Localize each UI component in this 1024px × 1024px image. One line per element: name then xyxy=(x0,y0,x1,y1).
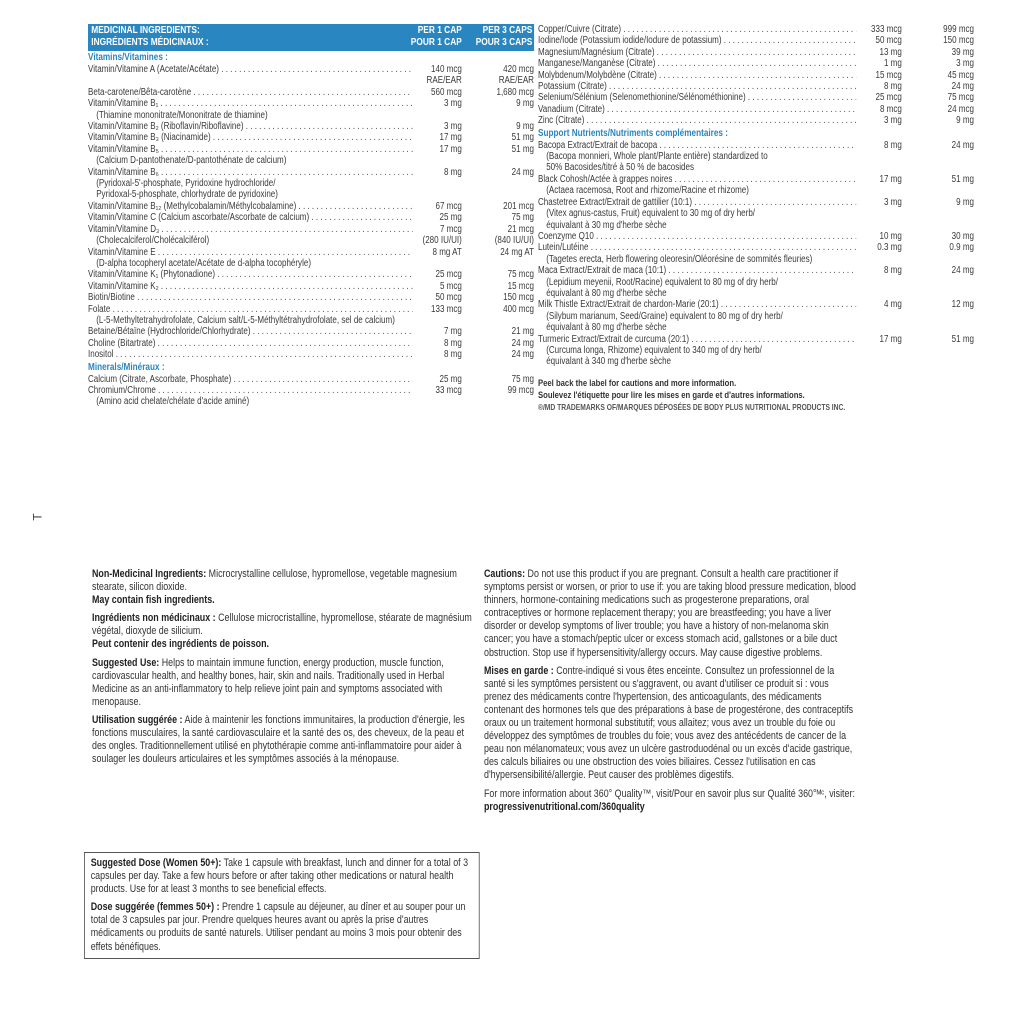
amount-per-1-cap: 3 mg xyxy=(883,196,902,208)
suggested-use-en-label: Suggested Use: xyxy=(92,656,160,669)
amount-per-3-caps: 51 mg xyxy=(511,132,534,144)
ingredient-source-note: 50% Bacosides/titré à 50 % de bacosides xyxy=(546,162,695,174)
ingredients-table-left xyxy=(88,24,534,408)
ingredients-table-right xyxy=(538,24,974,414)
ingredient-row xyxy=(88,132,534,143)
ingredient-row xyxy=(88,75,534,86)
ingredient-name: Milk Thistle Extract/Extrait de chardon-Marie (20:1) . . . xyxy=(538,299,856,310)
ingredient-row xyxy=(538,140,974,151)
ingredient-row xyxy=(88,385,534,396)
amount-per-3-caps: 150 mcg xyxy=(503,292,534,304)
ingredient-name: Manganese/Manganèse (Citrate) . . . xyxy=(538,58,856,69)
amount-per-1-cap: 25 mcg xyxy=(875,92,902,104)
dose-en xyxy=(91,857,473,896)
ingredient-source-note: (Amino acid chelate/chélate d'acide aminé) xyxy=(96,396,250,408)
suggested-use-fr-text: Aide à maintenir les fonctions immunitaires, la production d'énergie, les fonctions musculaires, la santé cardiovasculaire et la santé des os, des cheveux, de la peau et des ongles. Traditionnellement utilisé en phytothérapie comme anti-inflammatoire pour aider à soulager les douleurs articulaires et les symptômes associés à la ménopause. xyxy=(92,713,465,766)
header-ingredients-en: MEDICINAL INGREDIENTS: xyxy=(91,25,200,36)
ingredient-row xyxy=(88,292,534,303)
amount-per-3-caps: 9 mg xyxy=(956,196,974,208)
ingredient-source-note: équivalant à 340 mg d'herbe sèche xyxy=(546,356,672,368)
suggested-use-fr-label: Utilisation suggérée : xyxy=(92,713,183,726)
amount-per-3-caps: 21 mcg xyxy=(507,223,534,235)
ingredient-source-note: (L-5-Methyltetrahydrofolate, Calcium salt/L-5-Méthyltétrahydrofolate, sel de calcium) xyxy=(96,314,395,326)
ingredient-row xyxy=(88,87,534,98)
ingredient-source-note: équivalant à 30 mg d'herbe sèche xyxy=(546,219,667,231)
cautions-fr xyxy=(484,665,856,783)
cautions-fr-label: Mises en garde : xyxy=(484,664,554,677)
amount-per-3-caps: 9 mg xyxy=(516,121,534,133)
amount-per-3-caps: 24 mg xyxy=(511,166,534,178)
ingredient-row xyxy=(88,338,534,349)
peel-note-en: Peel back the label for cautions and more information. xyxy=(538,376,737,388)
ingredient-row xyxy=(538,174,974,185)
ingredient-name: Vitamin/Vitamine A (Acetate/Acétate) . . . xyxy=(88,64,413,75)
header-per3-fr: POUR 3 CAPS xyxy=(475,37,533,48)
amount-per-1-cap: 13 mg xyxy=(879,46,902,58)
ingredient-row xyxy=(538,47,974,58)
cautions-en-label: Cautions: xyxy=(484,568,526,580)
ingredient-row xyxy=(88,121,534,132)
amount-per-3-caps: 0.9 mg xyxy=(949,242,974,254)
amount-per-1-cap: 560 mcg xyxy=(431,86,462,98)
ingredient-row xyxy=(538,231,974,242)
amount-per-3-caps: 3 mg xyxy=(956,58,974,70)
amount-per-1-cap: 15 mcg xyxy=(875,69,902,81)
side-mark: T xyxy=(30,513,45,521)
amount-per-3-caps: 75 mcg xyxy=(507,269,534,281)
amount-per-3-caps: 9 mg xyxy=(516,98,534,110)
ingredient-name: Bacopa Extract/Extrait de bacopa . . . xyxy=(538,140,856,151)
ingredient-name: Black Cohosh/Actée à grappes noires . . . xyxy=(538,174,856,185)
amount-per-1-cap: 50 mcg xyxy=(435,292,462,304)
ingredient-name xyxy=(88,75,413,86)
ingredient-row xyxy=(88,167,534,178)
ingredient-source-note: (Bacopa monnieri, Whole plant/Plante entière) standardized to xyxy=(546,151,768,163)
amount-per-3-caps: 51 mg xyxy=(511,143,534,155)
ingredient-row xyxy=(88,235,534,246)
ingredient-row xyxy=(88,64,534,75)
ingredient-source-note: (Pyridoxal-5'-phosphate, Pyridoxine hydrochloride/ xyxy=(96,178,276,190)
header-per1-en: PER 1 CAP xyxy=(417,25,462,36)
quality-url: progressivenutritional.com/360quality xyxy=(484,800,645,813)
amount-per-1-cap: 67 mcg xyxy=(435,200,462,212)
non-medicinal-en-label: Non-Medicinal Ingredients: xyxy=(92,568,207,580)
dose-en-text: Take 1 capsule with breakfast, lunch and dinner for a total of 3 capsules per day. Take a few hours before or after taking other medications or natural health products. Use for at least 3 months to see beneficial effects. xyxy=(90,857,469,896)
ingredient-name: Potassium (Citrate) . . . xyxy=(538,81,856,92)
non-medicinal-fr-text: Cellulose microcristalline, hypromellose, stéarate de magnésium végétal, dioxyde de silicium. xyxy=(92,612,472,638)
amount-per-1-cap: 25 mcg xyxy=(435,269,462,281)
ingredient-row xyxy=(88,144,534,155)
amount-per-1-cap: 1 mg xyxy=(883,58,902,70)
ingredient-row xyxy=(88,212,534,223)
ingredient-name: Inositol . . . xyxy=(88,349,413,360)
ingredient-name: Calcium (Citrate, Ascorbate, Phosphate) . . . xyxy=(88,374,413,385)
amount-per-1-cap: 140 mcg xyxy=(431,64,462,75)
ingredient-source-note: (Curcuma longa, Rhizome) equivalent to 340 mg of dry herb/ xyxy=(546,344,762,356)
header-ingredients-fr: INGRÉDIENTS MÉDICINAUX : xyxy=(91,37,209,48)
ingredient-name: Vitamin/Vitamine K₁ (Phytonadione) . . . xyxy=(88,269,413,280)
amount-per-3-caps: RAE/EAR xyxy=(498,75,534,87)
ingredient-row xyxy=(538,58,974,69)
ingredient-row xyxy=(538,70,974,81)
ingredient-name: Molybdenum/Molybdène (Citrate) . . . xyxy=(538,70,856,81)
amount-per-3-caps: 24 mcg xyxy=(947,103,974,115)
amount-per-3-caps: 9 mg xyxy=(956,115,974,127)
amount-per-3-caps: 12 mg xyxy=(951,299,974,311)
ingredient-name: Betaine/Bétaïne (Hydrochloride/Chlorhydrate) . . . xyxy=(88,326,413,337)
ingredient-name: Copper/Cuivre (Citrate) . . . xyxy=(538,24,856,35)
amount-per-3-caps: 30 mg xyxy=(951,230,974,242)
amount-per-1-cap: 8 mg AT xyxy=(432,246,462,258)
ingredient-name: Vitamin/Vitamine B₁₂ (Methylcobalamin/Méthylcobalamine) . . . xyxy=(88,201,413,212)
amount-per-3-caps: 51 mg xyxy=(951,173,974,185)
amount-per-3-caps: 24 mg xyxy=(951,265,974,277)
ingredient-name: Vitamin/Vitamine K₂ . . . xyxy=(88,281,413,292)
ingredient-name: Vanadium (Citrate) . . . xyxy=(538,104,856,115)
ingredient-row xyxy=(88,201,534,212)
non-medicinal-en-text: Microcrystalline cellulose, hypromellose, vegetable magnesium stearate, silicon dioxide. xyxy=(92,568,457,594)
ingredient-row xyxy=(88,349,534,360)
amount-per-1-cap: 7 mg xyxy=(443,326,462,338)
ingredient-name: Vitamin/Vitamine B₆ . . . xyxy=(88,167,413,178)
ingredient-row xyxy=(88,247,534,258)
cautions-en-text: Do not use this product if you are pregnant. Consult a health care practitioner if symptoms persist or worsen, or prior to use if: you are taking blood pressure medication, blood thinners, hormone-containing medications such as progesterone preparations, oral contraceptives or hormone replacement therapy; you are breastfeeding; you have a liver disorder or develop symptoms of liver trouble; you have a history of non-melanoma skin cancer; you have a stomach/peptic ulcer or excess stomach acid, gallstones or a bile duct obstruction. Stop use if hypersensitivity/allergy occurs. May cause digestive problems. xyxy=(484,568,856,659)
ingredient-source-note: (Tagetes erecta, Herb flowering oleoresin/Oléorésine de sommités fleuries) xyxy=(546,253,813,265)
dose-fr xyxy=(91,901,473,953)
amount-per-1-cap: (280 IU/UI) xyxy=(422,235,462,247)
ingredient-name: Maca Extract/Extrait de maca (10:1) . . . xyxy=(538,265,856,276)
amount-per-1-cap: 8 mg xyxy=(883,265,902,277)
ingredient-name: Vitamin/Vitamine E . . . xyxy=(88,247,413,258)
minerals-list-right xyxy=(538,24,974,127)
ingredient-name: Vitamin/Vitamine B₅ . . . xyxy=(88,144,413,155)
amount-per-1-cap: 333 mcg xyxy=(871,24,902,35)
amount-per-1-cap: 33 mcg xyxy=(435,384,462,396)
ingredient-name: Zinc (Citrate) . . . xyxy=(538,115,856,126)
amount-per-1-cap: 3 mg xyxy=(443,98,462,110)
ingredient-name: Vitamin/Vitamine D₃ . . . xyxy=(88,224,413,235)
ingredient-row xyxy=(88,98,534,109)
amount-per-3-caps: 150 mcg xyxy=(943,35,974,47)
ingredient-row xyxy=(88,281,534,292)
ingredient-source-note: (Thiamine mononitrate/Mononitrate de thiamine) xyxy=(96,109,268,121)
ingredient-source-note: (D-alpha tocopheryl acetate/Acétate de d-alpha tocophéryle) xyxy=(96,257,312,269)
vitamins-heading: Vitamins/Vitamines : xyxy=(88,52,168,63)
amount-per-3-caps: 15 mcg xyxy=(507,280,534,292)
support-list xyxy=(538,140,974,368)
vitamins-list xyxy=(88,64,534,361)
ingredient-name: Vitamin/Vitamine C (Calcium ascorbate/Ascorbate de calcium) . . . xyxy=(88,212,413,223)
suggested-use-fr xyxy=(92,714,477,766)
minerals-list-left xyxy=(88,374,534,408)
ingredient-row xyxy=(538,81,974,92)
amount-per-1-cap: 8 mg xyxy=(883,139,902,151)
amount-per-3-caps: 1,680 mcg xyxy=(496,86,534,98)
dose-fr-text: Prendre 1 capsule au déjeuner, au dîner et au souper pour un total de 3 capsules par jour. Prendre quelques heures avant ou après la prise d'autres médicaments ou produits de santé naturels. Utiliser pendant au moins 3 mois pour obtenir des effets bénéfiques. xyxy=(90,901,466,953)
ingredient-name: (Cholecalciferol/Cholécalciférol) xyxy=(96,235,210,247)
ingredient-row xyxy=(88,326,534,337)
amount-per-1-cap: 50 mcg xyxy=(875,35,902,47)
amount-per-1-cap: 17 mg xyxy=(439,132,462,144)
ingredient-source-note: (Silybum marianum, Seed/Graine) equivalent to 80 mg of dry herb/ xyxy=(546,310,783,322)
ingredient-name: Biotin/Biotine . . . xyxy=(88,292,413,303)
right-text-block xyxy=(484,568,856,819)
trademark-note: ®/MD TRADEMARKS OF/MARQUES DÉPOSÉES DE BODY PLUS NUTRITIONAL PRODUCTS INC. xyxy=(538,402,846,412)
amount-per-3-caps: 75 mg xyxy=(511,212,534,224)
amount-per-3-caps: 201 mcg xyxy=(503,200,534,212)
amount-per-3-caps: 24 mg AT xyxy=(500,246,534,258)
support-heading: Support Nutrients/Nutriments complémentaires : xyxy=(538,127,728,139)
ingredient-row xyxy=(538,197,974,208)
amount-per-1-cap: 8 mg xyxy=(443,349,462,361)
header-per1-fr: POUR 1 CAP xyxy=(410,37,462,48)
fish-warning-en: May contain fish ingredients. xyxy=(92,594,215,607)
ingredient-source-note: Pyridoxal-5-phosphate, chlorhydrate de pyridoxine) xyxy=(96,189,278,201)
amount-per-1-cap: 25 mg xyxy=(439,212,462,224)
amount-per-1-cap: 17 mg xyxy=(439,143,462,155)
ingredient-row xyxy=(88,224,534,235)
ingredient-name: Turmeric Extract/Extrait de curcuma (20:1) . . . xyxy=(538,334,856,345)
ingredient-name: Beta-carotene/Bêta-carotène . . . xyxy=(88,87,413,98)
ingredient-row xyxy=(538,92,974,103)
ingredient-row xyxy=(538,265,974,276)
ingredient-source-note: (Lepidium meyenii, Root/Racine) equivalent to 80 mg of dry herb/ xyxy=(546,276,778,288)
header-per3-en: PER 3 CAPS xyxy=(482,25,533,36)
amount-per-1-cap: RAE/EAR xyxy=(426,75,462,87)
ingredient-source-note: (Vitex agnus-castus, Fruit) equivalent to 30 mg of dry herb/ xyxy=(546,208,756,220)
ingredient-name: Choline (Bitartrate) . . . xyxy=(88,338,413,349)
ingredient-name: Vitamin/Vitamine B₁ . . . xyxy=(88,98,413,109)
amount-per-1-cap: 8 mg xyxy=(443,166,462,178)
amount-per-1-cap: 8 mg xyxy=(443,337,462,349)
amount-per-3-caps: 24 mg xyxy=(511,349,534,361)
amount-per-3-caps: 24 mg xyxy=(951,139,974,151)
amount-per-1-cap: 17 mg xyxy=(879,333,902,345)
fish-warning-fr: Peut contenir des ingrédients de poisson. xyxy=(92,638,270,651)
ingredient-source-note: (Calcium D-pantothenate/D-pantothénate de calcium) xyxy=(96,155,287,167)
peel-note-fr: Soulevez l'étiquette pour lire les mises en garde et d'autres informations. xyxy=(538,388,805,400)
non-medicinal-en xyxy=(92,568,477,607)
amount-per-3-caps: 39 mg xyxy=(951,46,974,58)
amount-per-3-caps: 21 mg xyxy=(511,326,534,338)
quality-info xyxy=(484,788,856,814)
amount-per-3-caps: 75 mg xyxy=(511,373,534,385)
cautions-fr-text: Contre-indiqué si vous êtes enceinte. Consultez un professionnel de la santé si les symptômes persistent ou s'aggravent, ou avant d'utiliser ce produit si : vous prenez des médicaments contre l'hypertension, des anticoagulants, des médicaments contenant des hormones tels que des préparations à base de progestérone, des contraceptifs oraux ou un traitement hormonal substitutif; vous allaitez; vous avez un trouble du foie ou développez des symptômes de troubles du foie; vous avez des antécédents de cancer de la peau non mélanomateux; vous avez un ulcère gastroduodénal ou un excès d'acide gastrique, des calculs biliaires ou une obstruction des voies biliaires. Cessez l'utilisation en cas d'hypersensibilité/allergie. Peut causer des problèmes digestifs. xyxy=(484,664,854,782)
ingredient-source-note: (Actaea racemosa, Root and rhizome/Racine et rhizome) xyxy=(546,185,749,197)
ingredient-row xyxy=(538,24,974,35)
cautions-en xyxy=(484,568,856,660)
amount-per-3-caps: 420 mcg xyxy=(503,64,534,75)
dose-box xyxy=(84,852,479,959)
suggested-use-en xyxy=(92,657,477,709)
amount-per-1-cap: 4 mg xyxy=(883,299,902,311)
ingredient-name: Magnesium/Magnésium (Citrate) . . . xyxy=(538,47,856,58)
amount-per-3-caps: 999 mcg xyxy=(943,24,974,35)
amount-per-1-cap: 5 mcg xyxy=(439,280,462,292)
amount-per-3-caps: 24 mg xyxy=(511,337,534,349)
left-text-block xyxy=(92,568,477,771)
amount-per-3-caps: (840 IU/UI) xyxy=(494,235,534,247)
amount-per-1-cap: 3 mg xyxy=(443,121,462,133)
amount-per-1-cap: 17 mg xyxy=(879,173,902,185)
dose-en-label: Suggested Dose (Women 50+): xyxy=(90,857,222,869)
ingredient-row xyxy=(538,115,974,126)
amount-per-1-cap: 0.3 mg xyxy=(877,242,902,254)
amount-per-1-cap: 133 mcg xyxy=(431,303,462,315)
ingredient-name: Iodine/Iode (Potassium iodide/Iodure de potassium) . . . xyxy=(538,35,856,46)
suggested-use-en-text: Helps to maintain immune function, energy production, muscle function, cardiovascular health, and healthy bones, hair, skin and nails. Traditionally used in Herbal Medicine as an anti-inflammatory to help relieve joint pain and symptoms associated with menopause. xyxy=(92,656,445,708)
ingredient-name: Vitamin/Vitamine B₂ (Riboflavin/Riboflavine) . . . xyxy=(88,121,413,132)
amount-per-1-cap: 25 mg xyxy=(439,373,462,385)
amount-per-3-caps: 99 mcg xyxy=(507,384,534,396)
ingredient-source-note: équivalant à 80 mg d'herbe sèche xyxy=(546,322,667,334)
ingredient-row xyxy=(538,299,974,310)
non-medicinal-fr xyxy=(92,612,477,651)
ingredient-name: Coenzyme Q10 . . . xyxy=(538,231,856,242)
ingredient-source-note: équivalant à 80 mg d'herbe sèche xyxy=(546,287,667,299)
ingredient-name: Vitamin/Vitamine B₃ (Niacinamide) . . . xyxy=(88,132,413,143)
amount-per-1-cap: 8 mg xyxy=(883,81,902,93)
amount-per-3-caps: 75 mcg xyxy=(947,92,974,104)
ingredient-name: Chromium/Chrome . . . xyxy=(88,385,413,396)
non-medicinal-fr-label: Ingrédients non médicinaux : xyxy=(92,612,216,625)
amount-per-3-caps: 24 mg xyxy=(951,81,974,93)
amount-per-1-cap: 7 mcg xyxy=(439,223,462,235)
minerals-heading: Minerals/Minéraux : xyxy=(88,361,165,373)
amount-per-3-caps: 51 mg xyxy=(951,333,974,345)
ingredient-row xyxy=(88,374,534,385)
ingredient-row xyxy=(88,269,534,280)
amount-per-1-cap: 3 mg xyxy=(883,115,902,127)
amount-per-3-caps: 400 mcg xyxy=(503,303,534,315)
ingredient-row xyxy=(538,104,974,115)
ingredient-name: Lutein/Lutéine . . . xyxy=(538,242,856,253)
quality-text: For more information about 360° Quality™, visit/Pour en savoir plus sur Qualité 360°ᴹᶜ, visiter: xyxy=(484,787,855,800)
ingredient-name: Chastetree Extract/Extrait de gattilier (10:1) . . . xyxy=(538,197,856,208)
ingredient-name: Folate . . . xyxy=(88,304,413,315)
ingredient-row xyxy=(538,242,974,253)
ingredient-row xyxy=(538,35,974,46)
table-header xyxy=(88,24,534,51)
ingredient-name: Selenium/Sélénium (Selenomethionine/Sélénométhionine) . . . xyxy=(538,92,856,103)
amount-per-1-cap: 8 mcg xyxy=(879,103,902,115)
amount-per-3-caps: 45 mcg xyxy=(947,69,974,81)
ingredient-row xyxy=(538,334,974,345)
amount-per-1-cap: 10 mg xyxy=(879,230,902,242)
dose-fr-label: Dose suggérée (femmes 50+) : xyxy=(90,901,220,914)
ingredient-row xyxy=(88,304,534,315)
